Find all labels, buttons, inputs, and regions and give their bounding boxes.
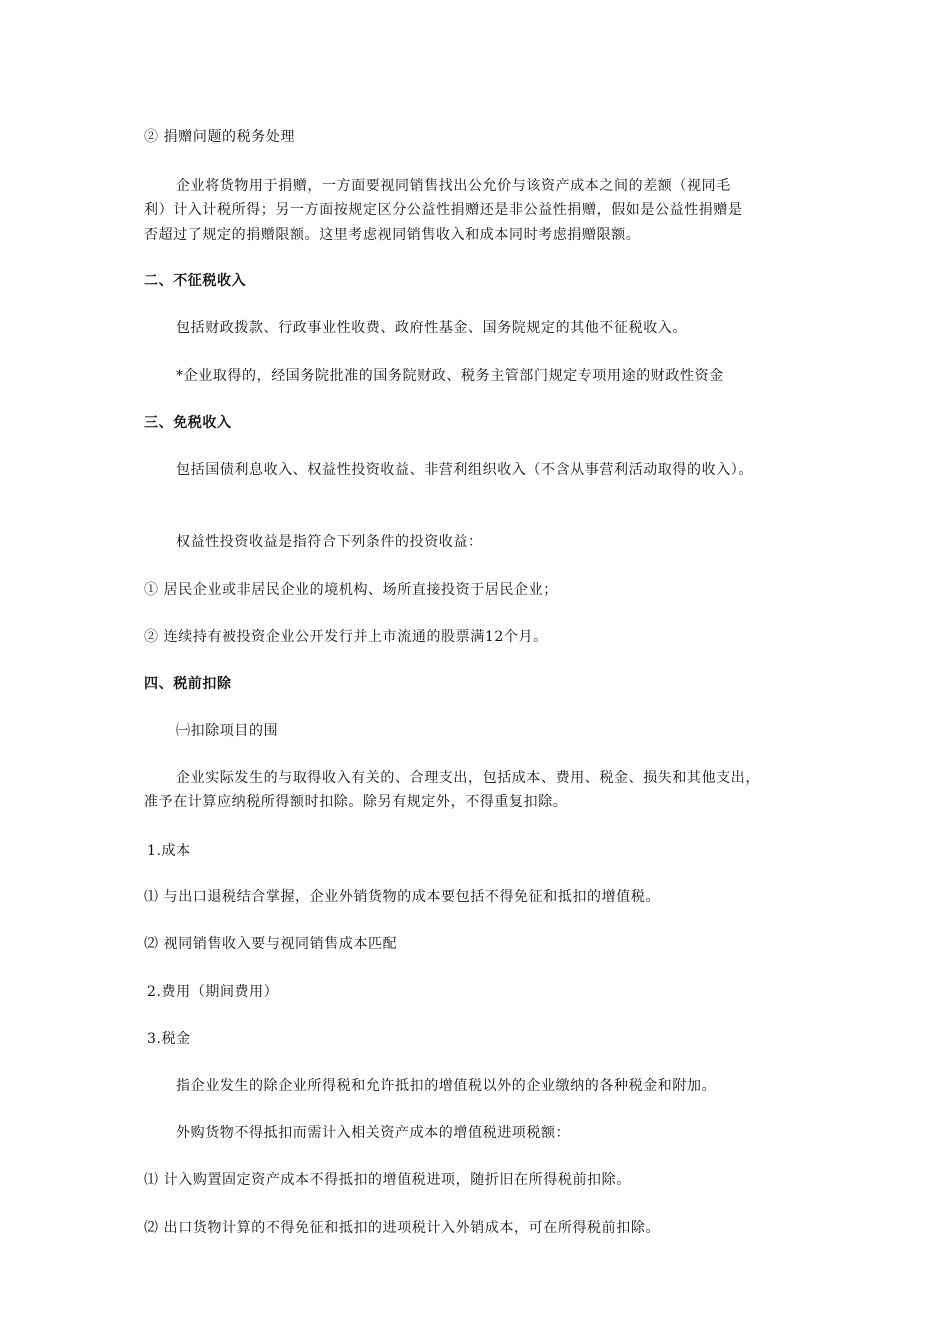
paragraph-line: 否超过了规定的捐赠限额。这里考虑视同销售收入和成本同时考虑捐赠限额。 (144, 227, 641, 243)
list-item: ⑴ 与出口退税结合掌握，企业外销货物的成本要包括不得免征和抵扣的增值税。 (144, 889, 661, 905)
paragraph-line: 利）计入计税所得；另一方面按规定区分公益性捐赠还是非公益性捐赠，假如是公益性捐赠是 (144, 202, 743, 218)
paragraph-line: 企业将货物用于捐赠，一方面要视同销售找出公允价与该资产成本之间的差额（视同毛 (176, 178, 731, 194)
paragraph-line: 包括国债利息收入、权益性投资收益、非营利组织收入（不含从事营利活动取得的收入）。 (176, 462, 753, 478)
paragraph-line: 权益性投资收益是指符合下列条件的投资收益： (176, 534, 483, 550)
item-heading: 3.税金 (147, 1031, 191, 1047)
list-item: ⑴ 计入购置固定资产成本不得抵扣的增值税进项，随折旧在所得税前扣除。 (144, 1172, 631, 1188)
subsection-title: ② 捐赠问题的税务处理 (144, 129, 296, 145)
item-heading: 1.成本 (147, 843, 191, 859)
section-heading: 二、不征税收入 (144, 273, 247, 289)
list-item: ② 连续持有被投资企业公开发行并上市流通的股票满12个月。 (144, 629, 548, 645)
list-item: ⑵ 出口货物计算的不得免征和抵扣的进项税计入外销成本，可在所得税前扣除。 (144, 1220, 661, 1236)
note-line: *企业取得的，经国务院批准的国务院财政、税务主管部门规定专项用途的财政性资金 (176, 368, 724, 384)
paragraph-line: 包括财政拨款、行政事业性收费、政府性基金、国务院规定的其他不征税收入。 (176, 320, 687, 336)
item-heading: 2.费用（期间费用） (147, 984, 279, 1000)
paragraph-line: 指企业发生的除企业所得税和允许抵扣的增值税以外的企业缴纳的各种税金和附加。 (176, 1078, 717, 1094)
subsection-title: ㈠扣除项目的围 (176, 723, 279, 739)
paragraph-line: 外购货物不得抵扣而需计入相关资产成本的增值税进项税额： (176, 1125, 571, 1141)
section-heading: 四、税前扣除 (144, 676, 232, 692)
list-item: ⑵ 视同销售收入要与视同销售成本匹配 (144, 936, 398, 952)
section-heading: 三、免税收入 (144, 415, 232, 431)
paragraph-line: 准予在计算应纳税所得额时扣除。除另有规定外，不得重复扣除。 (144, 794, 568, 810)
paragraph-line: 企业实际发生的与取得收入有关的、合理支出，包括成本、费用、税金、损失和其他支出， (176, 770, 760, 786)
list-item: ① 居民企业或非居民企业的境机构、场所直接投资于居民企业； (144, 582, 558, 598)
